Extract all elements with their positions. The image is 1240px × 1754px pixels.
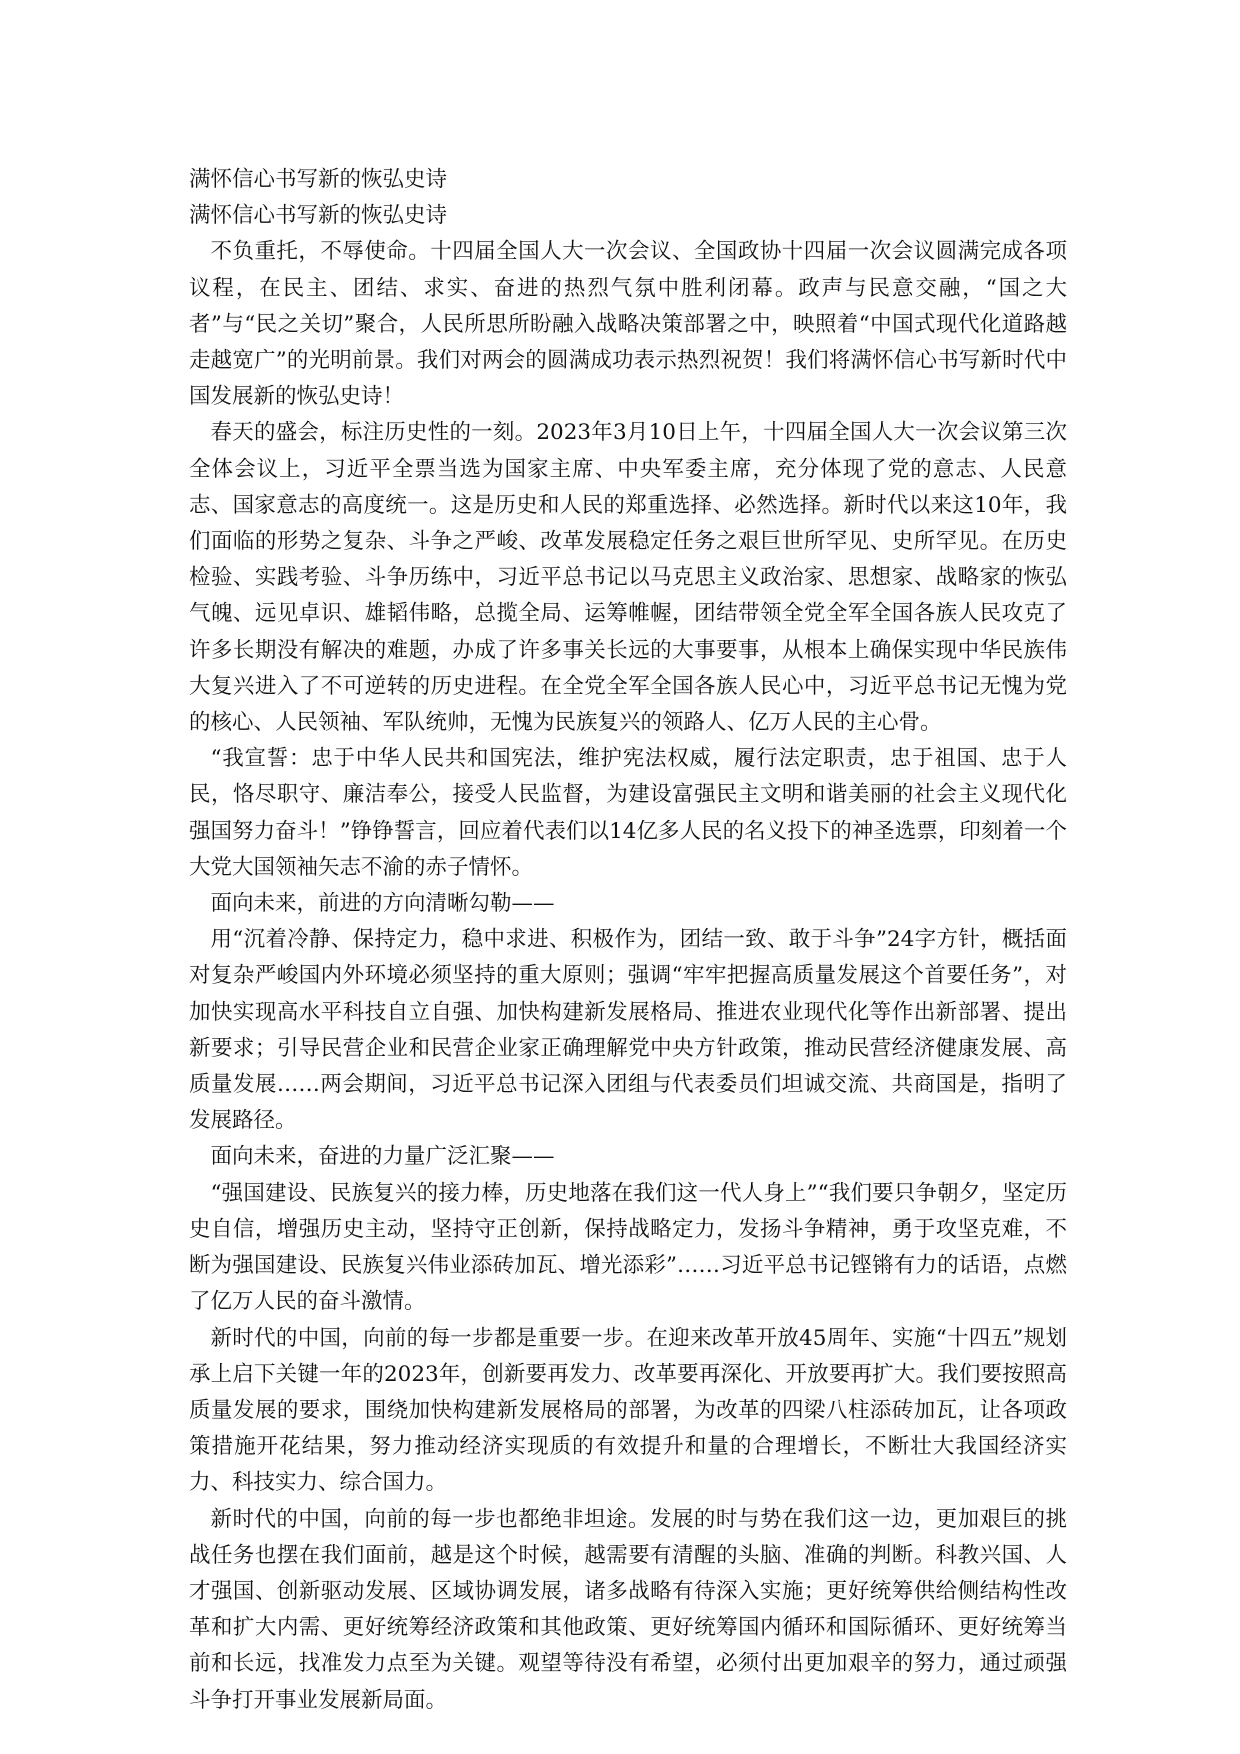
document-title: 满怀信心书写新的恢弘史诗: [189, 167, 448, 192]
paragraph: 用“沉着冷静、保持定力，稳中求进、积极作为，团结一致、敢于斗争”24字方针，概括面对复杂严峻国内外环境必须坚持的重大原则；强调“牢牢把握高质量发展这个首要任务”，对加快实现高水平科技自立自强、加快构建新发展格局、推进农业现代化等作出新部署、提出新要求；引导民营企业和民营企业家正确理解党中央方针政策，推动民营经济健康发展、高质量发展……两会期间，习近平总书记深入团组与代表委员们坦诚交流、共商国是，指明了发展路径。: [189, 927, 1067, 1134]
paragraph: 新时代的中国，向前的每一步也都绝非坦途。发展的时与势在我们这一边，更加艰巨的挑战任务也摆在我们面前，越是这个时候，越需要有清醒的头脑、准确的判断。科教兴国、人才强国、创新驱动发展、区域协调发展，诸多战略有待深入实施；更好统筹供给侧结构性改革和扩大内需、更好统筹经济政策和其他政策、更好统筹国内循环和国际循环、更好统筹当前和长远，找准发力点至为关键。观望等待没有希望，必须付出更加艰辛的努力，通过顽强斗争打开事业发展新局面。: [189, 1506, 1067, 1713]
paragraph: 春天的盛会，标注历史性的一刻。2023年3月10日上午，十四届全国人大一次会议第三次全体会议上，习近平全票当选为国家主席、中央军委主席，充分体现了党的意志、人民意志、国家意志的高度统一。这是历史和人民的郑重选择、必然选择。新时代以来这10年，我们面临的形势之复杂、斗争之严峻、改革发展稳定任务之艰巨世所罕见、史所罕见。在历史检验、实践考验、斗争历练中，习近平总书记以马克思主义政治家、思想家、战略家的恢弘气魄、远见卓识、雄韬伟略，总揽全局、运筹帷幄，团结带领全党全军全国各族人民攻克了许多长期没有解决的难题，办成了许多事关长远的大事要事，从根本上确保实现中华民族伟大复兴进入了不可逆转的历史进程。在全党全军全国各族人民心中，习近平总书记无愧为党的核心、人民领袖、军队统帅，无愧为民族复兴的领路人、亿万人民的主心骨。: [189, 420, 1067, 736]
paragraph: 新时代的中国，向前的每一步都是重要一步。在迎来改革开放45周年、实施“十四五”规划承上启下关键一年的2023年，创新要再发力、改革要再深化、开放要再扩大。我们要按照高质量发展的要求，围绕加快构建新发展格局的部署，为改革的四梁八柱添砖加瓦，让各项政策措施开花结果，努力推动经济实现质的有效提升和量的合理增长，不断壮大我国经济实力、科技实力、综合国力。: [189, 1325, 1067, 1496]
paragraph: “我宣誓：忠于中华人民共和国宪法，维护宪法权威，履行法定职责，忠于祖国、忠于人民，恪尽职守、廉洁奉公，接受人民监督，为建设富强民主文明和谐美丽的社会主义现代化强国努力奋斗！”铮铮誓言，回应着代表们以14亿多人民的名义投下的神圣选票，印刻着一个大党大国领袖矢志不渝的赤子情怀。: [189, 746, 1067, 880]
paragraph: 面向未来，前进的方向清晰勾勒——: [210, 891, 555, 917]
paragraph: 不负重托，不辱使命。十四届全国人大一次会议、全国政协十四届一次会议圆满完成各项议程，在民主、团结、求实、奋进的热烈气氛中胜利闭幕。政声与民意交融，“国之大者”与“民之关切”聚合，人民所思所盼融入战略决策部署之中，映照着“中国式现代化道路越走越宽广”的光明前景。我们对两会的圆满成功表示热烈祝贺！我们将满怀信心书写新时代中国发展新的恢弘史诗！: [189, 239, 1067, 410]
document-subtitle: 满怀信心书写新的恢弘史诗: [189, 203, 448, 229]
paragraph: 面向未来，奋进的力量广泛汇聚——: [210, 1144, 555, 1170]
paragraph: “强国建设、民族复兴的接力棒，历史地落在我们这一代人身上”“我们要只争朝夕，坚定历史自信，增强历史主动，坚持守正创新，保持战略定力，发扬斗争精神，勇于攻坚克难，不断为强国建设、民族复兴伟业添砖加瓦、增光添彩”……习近平总书记铿锵有力的话语，点燃了亿万人民的奋斗激情。: [189, 1180, 1067, 1315]
document-page: [189, 162, 1067, 1719]
